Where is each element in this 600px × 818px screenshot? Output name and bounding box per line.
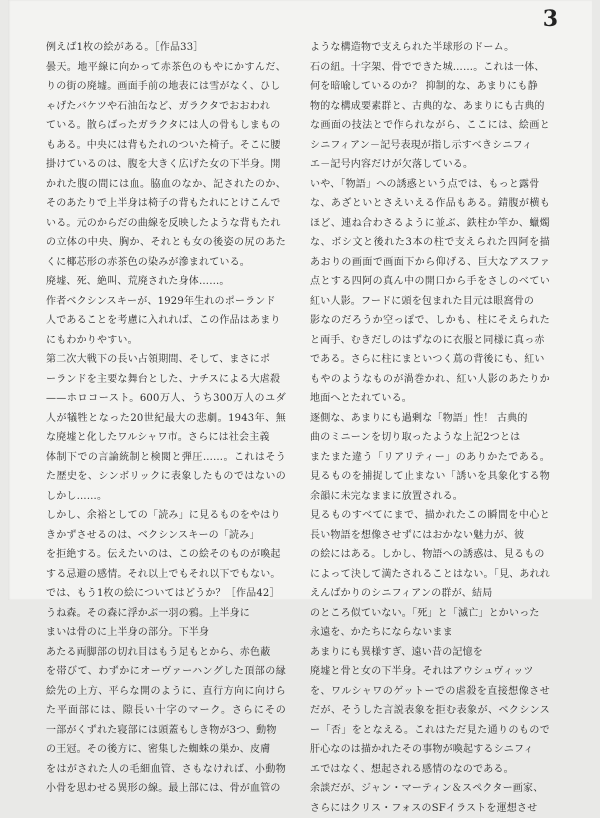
text-line: ——ホロコースト。600万人、うち300万人のユダ: [46, 389, 286, 409]
text-line: いる。元のからだの曲線を反映したような背もたれ: [46, 214, 286, 234]
book-page: [8, 0, 592, 600]
text-line: 小骨を思わせる異形の線。最上部には、骨が血管の: [46, 779, 286, 799]
text-line: そのあたりで上半身は椅子の背もたれにとけこんで: [46, 194, 286, 214]
text-line: あおりの画面で画面下から仰げる、巨大なアスファ: [310, 253, 550, 273]
text-line: を、ワルシャワのゲットーでの虐殺を直接想像させ: [310, 682, 550, 702]
text-line: ゃげたバケツや石油缶など、ガラクタでおおわれ: [46, 97, 286, 117]
text-line: 人が犠牲となった20世紀最大の悲劇。1943年、無: [46, 409, 286, 429]
text-line: 廃墟と骨と女の下半身。それはアウシュヴィッツ: [310, 662, 550, 682]
text-line: にもわかりやすい。: [46, 331, 286, 351]
text-line: を拒絶する。伝えたいのは、この絵そのものが喚起: [46, 545, 286, 565]
text-line: あたる両脚部の切れ目はもう足もとから、赤色蔽: [46, 643, 286, 663]
text-line: 人であることを考慮に入れれば、この作品はあまり: [46, 311, 286, 331]
text-line: によって決して満たされることはない。「見、あれれ: [310, 565, 550, 585]
text-line: 例えば1枚の絵がある。［作品33］: [46, 38, 286, 58]
text-line: 廃墟、死、絶叫、荒廃された身体……。: [46, 272, 286, 292]
text-line: だが、そうした言説表象を拒む表象が、ベクシンス: [310, 701, 550, 721]
text-line: 石の紐。十字架、骨でできた城……。これは一体、: [310, 58, 550, 78]
text-line: 永遠を、かたちにならないまま: [310, 623, 550, 643]
text-line: な、ボシ文と後れた3本の柱で支えられた四阿を描: [310, 233, 550, 253]
text-line: では、もう1枚の絵についてはどうか？［作品42］: [46, 584, 286, 604]
text-line: 紅い人影。フードに頭を包まれた目元は眼窩骨の: [310, 292, 550, 312]
text-line: 見るものを捕捉して止まない「誘いを具象化する物: [310, 467, 550, 487]
text-line: をはがされた人の毛細血管、さもなければ、小動物: [46, 760, 286, 780]
text-line: 一部がくずれた寝部には頭蓋もしき物が3つ、動物: [46, 721, 286, 741]
right-text-column: [310, 38, 550, 818]
text-line: な画面の技法とで作られながら、ここには、絵画と: [310, 116, 550, 136]
text-line: 点とする四阿の真ん中の開口から手をさしのべてい: [310, 272, 550, 292]
text-line: ような構造物で支えられた半球形のドーム。: [310, 38, 550, 58]
text-line: またまた違う「リアリティー」のありかたである。: [310, 448, 550, 468]
text-line: 物的な構成要素群と、古典的な、あまりにも古典的: [310, 97, 550, 117]
text-line: しかし、余裕としての「読み」に見るものをやはり: [46, 506, 286, 526]
text-line: た歴史を、シンボリックに表象したものではないの: [46, 467, 286, 487]
text-line: ほど、連ね合わさるように並ぶ、鉄柱か竿か、蠟燭: [310, 214, 550, 234]
text-line: りの街の廃墟。画面手前の地表には雪がなく、ひし: [46, 77, 286, 97]
text-line: くに椰芯形の赤茶色の染みが滲まれている。: [46, 253, 286, 273]
text-line: きかずさせるのは、ベクシンスキーの「読み」: [46, 526, 286, 546]
text-line: 第二次大戦下の長い占領期間、そして、まさにポ: [46, 350, 286, 370]
text-line: な廃墟と化したワルシャワ市。さらには社会主義: [46, 428, 286, 448]
text-line: 掛けているのは、腹を大きく広げた女の下半身。開: [46, 155, 286, 175]
text-line: ーランドを主要な舞台とした、ナチスによる大虐殺: [46, 370, 286, 390]
text-line: 肝心なのは描かれたその事物が喚起するシニフィ: [310, 740, 550, 760]
text-line: うね森。その森に浮かぶ一羽の鴉。上半身に: [46, 604, 286, 624]
text-line: さらにはクリス・フォスのSFイラストを運想させ: [310, 799, 550, 818]
text-line: エ－記号内容だけが欠落している。: [310, 155, 550, 175]
text-line: エではなく、想起される感情のなのである。: [310, 760, 550, 780]
text-line: 絵先の上方、平らな開のように、直行方向に向けら: [46, 682, 286, 702]
text-line: の絵にはある。しかし、物語への誘惑は、見るもの: [310, 545, 550, 565]
left-text-column: [46, 38, 286, 799]
text-line: と両手、むきだしのはずなのに衣服と同様に真っ赤: [310, 331, 550, 351]
text-line: の立体の中央、胸か、それとも女の後姿の尻のあた: [46, 233, 286, 253]
text-line: 何を暗喩しているのか？ 抑制的な、あまりにも静: [310, 77, 550, 97]
text-line: いや、「物語」への誘惑という点では、もっと露骨: [310, 175, 550, 195]
text-line: 曲のミニーンを切り取ったような上記2つとは: [310, 428, 550, 448]
text-line: もやのようなものが渦巻かれ、紅い人影のあたりか: [310, 370, 550, 390]
text-line: もある。中央には背もたれのついた椅子。そこに腰: [46, 136, 286, 156]
text-line: まいは骨のに上半身の部分。下半身: [46, 623, 286, 643]
text-line: 余談だが、ジャン・マーティン＆スペクター画家、: [310, 779, 550, 799]
text-line: 余韻に未完なままに放置される。: [310, 487, 550, 507]
text-line: 見るものすべてにまで、描かれたこの瞬間を中心と: [310, 506, 550, 526]
text-line: な、あざといとさえいえる作品もある。錆腹が横も: [310, 194, 550, 214]
text-line: する忌避の感情。それ以上でもそれ以下でもない。: [46, 565, 286, 585]
text-line: えんばかりのシニフィアンの群が、結局: [310, 584, 550, 604]
text-line: ている。散らばったガラクタには人の骨もしまもの: [46, 116, 286, 136]
text-line: 地面へとたれている。: [310, 389, 550, 409]
text-line: 長い物語を想像させずにはおかない魅力が、彼: [310, 526, 550, 546]
text-line: た平面部には、隙長い十字のマーク。さらにその: [46, 701, 286, 721]
text-line: の王冠。その後方に、密集した蜘蛛の巣か、皮膚: [46, 740, 286, 760]
text-line: である。さらに柱にまといつく蔦の背後にも、紅い: [310, 350, 550, 370]
text-line: ー「否」をとなえる。これはただ見た通りのもので: [310, 721, 550, 741]
text-line: 作者ベクシンスキーが、1929年生れのポーランド: [46, 292, 286, 312]
text-line: のところ似ていない。「死」と「滅亡」とかいった: [310, 604, 550, 624]
text-line: あまりにも異様すぎ、遠い昔の記憶を: [310, 643, 550, 663]
text-line: 逐側な、あまりにも過剰な「物語」性！ 古典的: [310, 409, 550, 429]
text-line: シニフィアン－記号表現が指し示すべきシニフィ: [310, 136, 550, 156]
page-number: 3: [543, 6, 558, 32]
text-line: 影なのだろうか空っぽで、しかも、柱にそえられた: [310, 311, 550, 331]
text-line: を帯びて、わずかにオーヴァーハングした頂部の縁: [46, 662, 286, 682]
text-line: 体制下での言論統制と検閲と弾圧……。これはそう: [46, 448, 286, 468]
text-line: かれた腹の間には血。脇血のなか、記されたのか、: [46, 175, 286, 195]
text-line: しかし……。: [46, 487, 286, 507]
text-line: 曇天。地平線に向かって赤茶色のもやにかすんだ、: [46, 58, 286, 78]
